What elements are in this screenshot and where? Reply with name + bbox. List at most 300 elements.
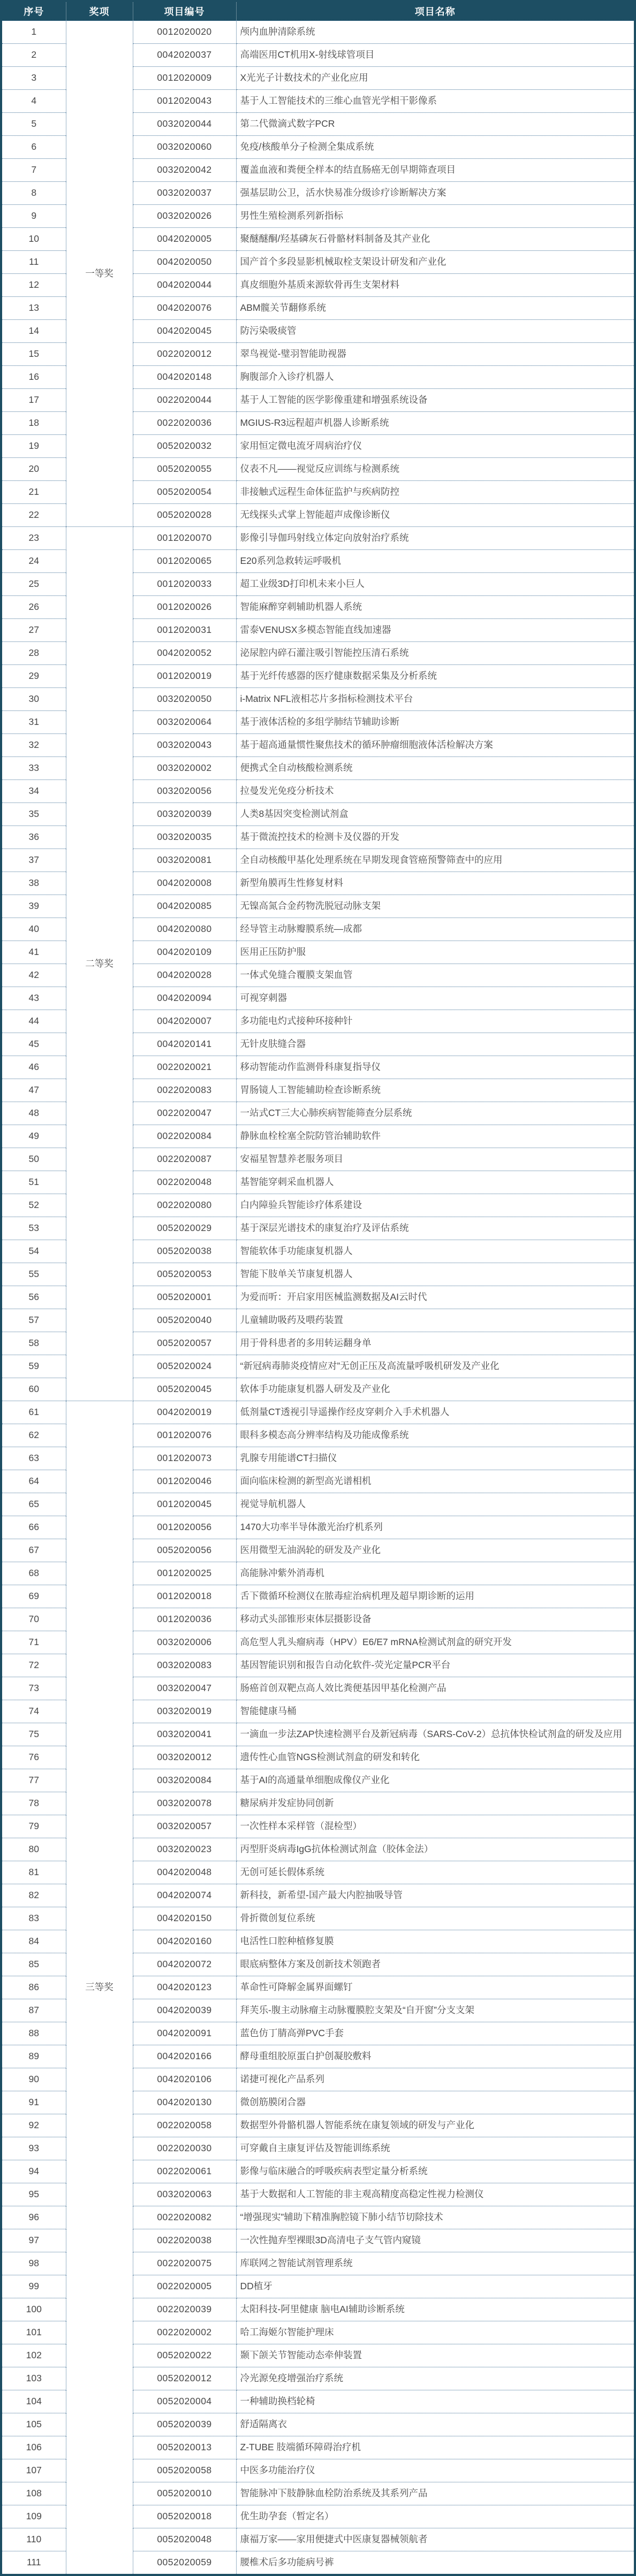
serial-cell: 51 xyxy=(1,1171,66,1194)
project-code-cell: 0022020087 xyxy=(133,1148,236,1171)
project-name-cell: 真皮细胞外基质来源软骨再生支架材料 xyxy=(236,274,635,297)
project-code-cell: 0042020045 xyxy=(133,320,236,343)
project-name-cell: 聚醚醚酮/羟基磷灰石骨骼材料制备及其产业化 xyxy=(236,228,635,251)
project-name-cell: 胃肠镜人工智能辅助检查诊断系统 xyxy=(236,1079,635,1102)
serial-cell: 37 xyxy=(1,849,66,872)
serial-cell: 41 xyxy=(1,941,66,964)
serial-cell: 101 xyxy=(1,2321,66,2344)
project-name-cell: 视觉导航机器人 xyxy=(236,1493,635,1516)
project-name-cell: 一次性抛弃型裸眼3D高清电子支气管内窥镜 xyxy=(236,2229,635,2252)
serial-cell: 15 xyxy=(1,343,66,366)
serial-cell: 26 xyxy=(1,596,66,619)
project-code-cell: 0022020002 xyxy=(133,2321,236,2344)
project-name-cell: 酵母重组胶原蛋白护创凝胶敷料 xyxy=(236,2045,635,2068)
project-code-cell: 0012020076 xyxy=(133,1424,236,1447)
serial-cell: 2 xyxy=(1,44,66,67)
project-name-cell: 眼科多模态高分辨率结构及功能成像系统 xyxy=(236,1424,635,1447)
project-name-cell: 影像与临床融合的呼吸疾病表型定量分析系统 xyxy=(236,2160,635,2183)
project-code-cell: 0032020083 xyxy=(133,1654,236,1677)
project-name-cell: 颞下颌关节智能动态牵伸装置 xyxy=(236,2344,635,2367)
serial-cell: 25 xyxy=(1,573,66,596)
project-code-cell: 0052020039 xyxy=(133,2413,236,2436)
project-code-cell: 0022020082 xyxy=(133,2206,236,2229)
project-name-cell: 智能脉冲下肢静脉血栓防治系统及其系列产品 xyxy=(236,2482,635,2505)
serial-cell: 14 xyxy=(1,320,66,343)
project-code-cell: 0022020021 xyxy=(133,1056,236,1079)
col-header-serial: 序号 xyxy=(1,1,66,21)
project-code-cell: 0052020018 xyxy=(133,2505,236,2528)
project-code-cell: 0032020035 xyxy=(133,826,236,849)
serial-cell: 93 xyxy=(1,2137,66,2160)
project-name-cell: 基于AI的高通量单细胞成像仪产业化 xyxy=(236,1769,635,1792)
project-code-cell: 0032020012 xyxy=(133,1746,236,1769)
serial-cell: 78 xyxy=(1,1792,66,1815)
project-name-cell: 影像引导伽玛射线立体定向放射治疗系统 xyxy=(236,527,635,550)
serial-cell: 56 xyxy=(1,1286,66,1309)
serial-cell: 63 xyxy=(1,1447,66,1470)
serial-cell: 98 xyxy=(1,2252,66,2275)
serial-cell: 1 xyxy=(1,21,66,44)
award-group-cell: 二等奖 xyxy=(66,527,133,1401)
serial-cell: 24 xyxy=(1,550,66,573)
project-code-cell: 0032020044 xyxy=(133,113,236,136)
project-name-cell: 家用恒定微电流牙周病治疗仪 xyxy=(236,435,635,458)
table-row xyxy=(1,527,635,550)
serial-cell: 105 xyxy=(1,2413,66,2436)
project-code-cell: 0032020006 xyxy=(133,1631,236,1654)
project-name-cell: 一滴血一步法ZAP快速检测平台及新冠病毒（SARS-CoV-2）总抗体快检试剂盒的研发及应用 xyxy=(236,1723,635,1746)
project-code-cell: 0032020023 xyxy=(133,1838,236,1861)
project-code-cell: 0052020022 xyxy=(133,2344,236,2367)
project-code-cell: 0032020064 xyxy=(133,711,236,734)
project-name-cell: 革命性可降解金属界面螺钉 xyxy=(236,1976,635,1999)
project-code-cell: 0042020037 xyxy=(133,44,236,67)
project-code-cell: 0032020084 xyxy=(133,1769,236,1792)
project-code-cell: 0032020037 xyxy=(133,182,236,205)
project-name-cell: 基于人工智能技术的三维心血管光学相干影像系 xyxy=(236,90,635,113)
serial-cell: 82 xyxy=(1,1884,66,1907)
serial-cell: 30 xyxy=(1,688,66,711)
project-name-cell: 一种辅助换档轮椅 xyxy=(236,2390,635,2413)
project-code-cell: 0042020160 xyxy=(133,1930,236,1953)
project-code-cell: 0042020008 xyxy=(133,872,236,895)
serial-cell: 110 xyxy=(1,2528,66,2551)
serial-cell: 69 xyxy=(1,1585,66,1608)
project-name-cell: 智能健康马桶 xyxy=(236,1700,635,1723)
project-name-cell: 一体式免缝合覆膜支架血管 xyxy=(236,964,635,987)
serial-cell: 44 xyxy=(1,1010,66,1033)
serial-cell: 66 xyxy=(1,1516,66,1539)
serial-cell: 91 xyxy=(1,2091,66,2114)
project-name-cell: 高能脉冲紫外消毒机 xyxy=(236,1562,635,1585)
project-name-cell: “增强现实”辅助下精准胸腔镜下肺小结节切除技术 xyxy=(236,2206,635,2229)
project-name-cell: ABM髋关节翻修系统 xyxy=(236,297,635,320)
serial-cell: 58 xyxy=(1,1332,66,1355)
project-code-cell: 0022020075 xyxy=(133,2252,236,2275)
serial-cell: 21 xyxy=(1,481,66,504)
project-name-cell: 可穿戴自主康复评估及智能训练系统 xyxy=(236,2137,635,2160)
project-name-cell: 软体手功能康复机器人研发及产业化 xyxy=(236,1378,635,1401)
project-code-cell: 0022020058 xyxy=(133,2114,236,2137)
serial-cell: 95 xyxy=(1,2183,66,2206)
project-name-cell: 泌尿腔内碎石灌注吸引智能控压清石系统 xyxy=(236,642,635,665)
project-name-cell: 新型角膜再生性修复材料 xyxy=(236,872,635,895)
project-code-cell: 0052020010 xyxy=(133,2482,236,2505)
project-code-cell: 0052020045 xyxy=(133,1378,236,1401)
project-name-cell: 翠鸟视觉-璧羽智能助视器 xyxy=(236,343,635,366)
project-code-cell: 0022020044 xyxy=(133,389,236,412)
serial-cell: 20 xyxy=(1,458,66,481)
project-code-cell: 0042020050 xyxy=(133,251,236,274)
serial-cell: 16 xyxy=(1,366,66,389)
serial-cell: 72 xyxy=(1,1654,66,1677)
project-code-cell: 0052020028 xyxy=(133,504,236,527)
project-name-cell: 一站式CT三大心肺疾病智能筛查分层系统 xyxy=(236,1102,635,1125)
project-code-cell: 0012020046 xyxy=(133,1470,236,1493)
project-name-cell: 用于骨科患者的多用转运翻身单 xyxy=(236,1332,635,1355)
project-name-cell: 蓝色仿丁腈高弹PVC手套 xyxy=(236,2022,635,2045)
project-code-cell: 0012020036 xyxy=(133,1608,236,1631)
project-code-cell: 0022020080 xyxy=(133,1194,236,1217)
project-code-cell: 0042020028 xyxy=(133,964,236,987)
project-name-cell: i-Matrix NFL液相芯片多指标检测技术平台 xyxy=(236,688,635,711)
project-name-cell: 胸腹部介入诊疗机器人 xyxy=(236,366,635,389)
serial-cell: 52 xyxy=(1,1194,66,1217)
project-code-cell: 0022020084 xyxy=(133,1125,236,1148)
project-name-cell: 儿童辅助吸药及喂药装置 xyxy=(236,1309,635,1332)
serial-cell: 42 xyxy=(1,964,66,987)
project-name-cell: 免疫/核酸单分子检测全集成系统 xyxy=(236,136,635,159)
project-code-cell: 0052020024 xyxy=(133,1355,236,1378)
project-name-cell: 第二代微滴式数字PCR xyxy=(236,113,635,136)
serial-cell: 88 xyxy=(1,2022,66,2045)
project-code-cell: 0042020052 xyxy=(133,642,236,665)
project-name-cell: MGIUS-R3远程超声机器人诊断系统 xyxy=(236,412,635,435)
serial-cell: 73 xyxy=(1,1677,66,1700)
project-name-cell: “新冠病毒肺炎疫情应对”无创正压及高流量呼吸机研发及产业化 xyxy=(236,1355,635,1378)
project-name-cell: 高危型人乳头瘤病毒（HPV）E6/E7 mRNA检测试剂盒的研究开发 xyxy=(236,1631,635,1654)
project-name-cell: 1470大功率半导体激光治疗机系列 xyxy=(236,1516,635,1539)
serial-cell: 7 xyxy=(1,159,66,182)
serial-cell: 33 xyxy=(1,757,66,780)
project-code-cell: 0052020055 xyxy=(133,458,236,481)
project-name-cell: 覆盖血液和粪便全样本的结直肠癌无创早期筛查项目 xyxy=(236,159,635,182)
project-name-cell: 基于超高通量惯性聚焦技术的循环肿瘤细胞液体活检解决方案 xyxy=(236,734,635,757)
project-name-cell: 国产首个多段显影机械取栓支架设计研发和产业化 xyxy=(236,251,635,274)
project-code-cell: 0012020025 xyxy=(133,1562,236,1585)
project-code-cell: 0052020040 xyxy=(133,1309,236,1332)
project-code-cell: 0052020001 xyxy=(133,1286,236,1309)
serial-cell: 99 xyxy=(1,2275,66,2298)
project-code-cell: 0012020031 xyxy=(133,619,236,642)
project-code-cell: 0012020019 xyxy=(133,665,236,688)
award-group-cell: 一等奖 xyxy=(66,21,133,527)
project-name-cell: 颅内血肿清除系统 xyxy=(236,21,635,44)
serial-cell: 34 xyxy=(1,780,66,803)
project-code-cell: 0032020019 xyxy=(133,1700,236,1723)
col-header-award: 奖项 xyxy=(66,1,133,21)
project-name-cell: 非接触式远程生命体征监护与疾病防控 xyxy=(236,481,635,504)
project-code-cell: 0042020076 xyxy=(133,297,236,320)
serial-cell: 97 xyxy=(1,2229,66,2252)
project-name-cell: 康福万家——家用便捷式中医康复器械领航者 xyxy=(236,2528,635,2551)
header-row xyxy=(1,1,635,21)
serial-cell: 43 xyxy=(1,987,66,1010)
project-name-cell: 基于深层光谱技术的康复治疗及评估系统 xyxy=(236,1217,635,1240)
serial-cell: 39 xyxy=(1,895,66,918)
project-code-cell: 0032020056 xyxy=(133,780,236,803)
serial-cell: 47 xyxy=(1,1079,66,1102)
serial-cell: 75 xyxy=(1,1723,66,1746)
serial-cell: 46 xyxy=(1,1056,66,1079)
project-code-cell: 0032020063 xyxy=(133,2183,236,2206)
project-code-cell: 0042020123 xyxy=(133,1976,236,1999)
serial-cell: 62 xyxy=(1,1424,66,1447)
project-name-cell: 移动智能动作监测骨科康复指导仪 xyxy=(236,1056,635,1079)
project-name-cell: 医用微型无油涡轮的研发及产业化 xyxy=(236,1539,635,1562)
project-name-cell: 舌下微循环检测仪在脓毒症治病机理及超早期诊断的运用 xyxy=(236,1585,635,1608)
project-name-cell: 人类8基因突变检测试剂盒 xyxy=(236,803,635,826)
project-name-cell: 诺捷可视化产品系列 xyxy=(236,2068,635,2091)
serial-cell: 59 xyxy=(1,1355,66,1378)
project-code-cell: 0032020081 xyxy=(133,849,236,872)
serial-cell: 60 xyxy=(1,1378,66,1401)
serial-cell: 23 xyxy=(1,527,66,550)
project-name-cell: 智能下肢单关节康复机器人 xyxy=(236,1263,635,1286)
project-name-cell: 优生助孕套（暂定名） xyxy=(236,2505,635,2528)
col-header-project-name: 项目名称 xyxy=(236,1,635,21)
project-name-cell: 基于光纤传感器的医疗健康数据采集及分析系统 xyxy=(236,665,635,688)
project-code-cell: 0052020059 xyxy=(133,2551,236,2575)
project-code-cell: 0042020019 xyxy=(133,1401,236,1424)
project-code-cell: 0012020033 xyxy=(133,573,236,596)
project-code-cell: 0022020012 xyxy=(133,343,236,366)
serial-cell: 64 xyxy=(1,1470,66,1493)
project-name-cell: 白内障验兵智能诊疗体系建设 xyxy=(236,1194,635,1217)
project-name-cell: 中医多功能治疗仪 xyxy=(236,2459,635,2482)
project-name-cell: 库联网之智能试剂管理系统 xyxy=(236,2252,635,2275)
project-name-cell: 一次性样本采样管（混检型） xyxy=(236,1815,635,1838)
serial-cell: 35 xyxy=(1,803,66,826)
serial-cell: 107 xyxy=(1,2459,66,2482)
project-name-cell: 智能麻醉穿刺辅助机器人系统 xyxy=(236,596,635,619)
project-code-cell: 0052020048 xyxy=(133,2528,236,2551)
project-code-cell: 0012020045 xyxy=(133,1493,236,1516)
project-name-cell: 基于大数据和人工智能的非主观高精度高稳定性视力检测仪 xyxy=(236,2183,635,2206)
project-code-cell: 0042020048 xyxy=(133,1861,236,1884)
project-name-cell: 雷泰VENUSX多模态智能直线加速器 xyxy=(236,619,635,642)
serial-cell: 90 xyxy=(1,2068,66,2091)
project-name-cell: 无线探头式掌上智能超声成像诊断仪 xyxy=(236,504,635,527)
serial-cell: 38 xyxy=(1,872,66,895)
project-name-cell: 电活性口腔种植修复膜 xyxy=(236,1930,635,1953)
serial-cell: 84 xyxy=(1,1930,66,1953)
project-code-cell: 0052020038 xyxy=(133,1240,236,1263)
serial-cell: 12 xyxy=(1,274,66,297)
project-code-cell: 0052020054 xyxy=(133,481,236,504)
project-name-cell: 安福星智慧养老服务项目 xyxy=(236,1148,635,1171)
serial-cell: 103 xyxy=(1,2367,66,2390)
project-name-cell: 仪表不凡——视觉反应训练与检测系统 xyxy=(236,458,635,481)
project-code-cell: 0052020056 xyxy=(133,1539,236,1562)
project-code-cell: 0012020018 xyxy=(133,1585,236,1608)
project-code-cell: 0052020053 xyxy=(133,1263,236,1286)
serial-cell: 18 xyxy=(1,412,66,435)
serial-cell: 87 xyxy=(1,1999,66,2022)
project-name-cell: 遗传性心血管NGS检测试剂盒的研发和转化 xyxy=(236,1746,635,1769)
project-name-cell: 糖尿病并发症协同创新 xyxy=(236,1792,635,1815)
project-name-cell: 基智能穿刺采血机器人 xyxy=(236,1171,635,1194)
project-code-cell: 0012020026 xyxy=(133,596,236,619)
project-code-cell: 0022020061 xyxy=(133,2160,236,2183)
project-name-cell: 新科技，新希望-国产最大内腔抽吸导管 xyxy=(236,1884,635,1907)
project-name-cell: 为爱而听：开启家用医械监测数据及AI云时代 xyxy=(236,1286,635,1309)
project-name-cell: 基于液体活检的多组学肺结节辅助诊断 xyxy=(236,711,635,734)
serial-cell: 4 xyxy=(1,90,66,113)
serial-cell: 67 xyxy=(1,1539,66,1562)
serial-cell: 45 xyxy=(1,1033,66,1056)
project-code-cell: 0042020085 xyxy=(133,895,236,918)
project-code-cell: 0042020130 xyxy=(133,2091,236,2114)
serial-cell: 48 xyxy=(1,1102,66,1125)
serial-cell: 89 xyxy=(1,2045,66,2068)
serial-cell: 5 xyxy=(1,113,66,136)
project-name-cell: 哈工海姬尔智能护理床 xyxy=(236,2321,635,2344)
serial-cell: 76 xyxy=(1,1746,66,1769)
serial-cell: 65 xyxy=(1,1493,66,1516)
project-code-cell: 0032020039 xyxy=(133,803,236,826)
project-code-cell: 0012020009 xyxy=(133,67,236,90)
table-row xyxy=(1,1401,635,1424)
project-code-cell: 0042020007 xyxy=(133,1010,236,1033)
project-code-cell: 0032020078 xyxy=(133,1792,236,1815)
serial-cell: 100 xyxy=(1,2298,66,2321)
project-name-cell: 可视穿刺器 xyxy=(236,987,635,1010)
project-name-cell: 强基层助公卫，活水快易准分级诊疗诊断解决方案 xyxy=(236,182,635,205)
serial-cell: 29 xyxy=(1,665,66,688)
project-code-cell: 0042020166 xyxy=(133,2045,236,2068)
project-name-cell: 无镍高氮合金药物洗脱冠动脉支架 xyxy=(236,895,635,918)
project-code-cell: 0042020005 xyxy=(133,228,236,251)
serial-cell: 55 xyxy=(1,1263,66,1286)
project-code-cell: 0012020043 xyxy=(133,90,236,113)
serial-cell: 74 xyxy=(1,1700,66,1723)
project-name-cell: 面向临床检测的新型高光谱相机 xyxy=(236,1470,635,1493)
project-code-cell: 0022020048 xyxy=(133,1171,236,1194)
project-code-cell: 0042020150 xyxy=(133,1907,236,1930)
serial-cell: 83 xyxy=(1,1907,66,1930)
serial-cell: 109 xyxy=(1,2505,66,2528)
project-code-cell: 0022020030 xyxy=(133,2137,236,2160)
project-code-cell: 0042020106 xyxy=(133,2068,236,2091)
project-code-cell: 0042020080 xyxy=(133,918,236,941)
serial-cell: 53 xyxy=(1,1217,66,1240)
project-code-cell: 0022020036 xyxy=(133,412,236,435)
serial-cell: 94 xyxy=(1,2160,66,2183)
serial-cell: 28 xyxy=(1,642,66,665)
project-code-cell: 0032020057 xyxy=(133,1815,236,1838)
project-name-cell: 基于人工智能的医学影像重建和增强系统设备 xyxy=(236,389,635,412)
project-name-cell: DD植牙 xyxy=(236,2275,635,2298)
project-code-cell: 0012020056 xyxy=(133,1516,236,1539)
serial-cell: 50 xyxy=(1,1148,66,1171)
serial-cell: 61 xyxy=(1,1401,66,1424)
project-code-cell: 0022020047 xyxy=(133,1102,236,1125)
project-name-cell: X光光子计数技术的产业化应用 xyxy=(236,67,635,90)
serial-cell: 106 xyxy=(1,2436,66,2459)
serial-cell: 86 xyxy=(1,1976,66,1999)
project-code-cell: 0032020002 xyxy=(133,757,236,780)
project-name-cell: 数据型外骨骼机器人智能系统在康复领域的研发与产业化 xyxy=(236,2114,635,2137)
project-name-cell: 医用正压防护服 xyxy=(236,941,635,964)
project-name-cell: 全自动核酸甲基化处理系统在早期发现食管癌预警筛查中的应用 xyxy=(236,849,635,872)
project-name-cell: 舒适隔离衣 xyxy=(236,2413,635,2436)
project-name-cell: 太阳科技-阿里健康 脑电AI辅助诊断系统 xyxy=(236,2298,635,2321)
project-code-cell: 0052020029 xyxy=(133,1217,236,1240)
project-code-cell: 0042020039 xyxy=(133,1999,236,2022)
project-name-cell: 基因智能识别和报告自动化软件-荧光定量PCR平台 xyxy=(236,1654,635,1677)
project-name-cell: 经导管主动脉瓣膜系统—成都 xyxy=(236,918,635,941)
serial-cell: 31 xyxy=(1,711,66,734)
serial-cell: 104 xyxy=(1,2390,66,2413)
project-code-cell: 0052020004 xyxy=(133,2390,236,2413)
serial-cell: 57 xyxy=(1,1309,66,1332)
project-code-cell: 0042020148 xyxy=(133,366,236,389)
serial-cell: 3 xyxy=(1,67,66,90)
serial-cell: 13 xyxy=(1,297,66,320)
project-name-cell: 便携式全自动核酸检测系统 xyxy=(236,757,635,780)
serial-cell: 9 xyxy=(1,205,66,228)
serial-cell: 19 xyxy=(1,435,66,458)
project-code-cell: 0012020070 xyxy=(133,527,236,550)
project-name-cell: 乳腺专用能谱CT扫描仪 xyxy=(236,1447,635,1470)
project-code-cell: 0032020047 xyxy=(133,1677,236,1700)
serial-cell: 36 xyxy=(1,826,66,849)
project-name-cell: 男性生殖检测系列新指标 xyxy=(236,205,635,228)
serial-cell: 80 xyxy=(1,1838,66,1861)
project-name-cell: 腰椎术后多功能病号裤 xyxy=(236,2551,635,2575)
serial-cell: 54 xyxy=(1,1240,66,1263)
project-name-cell: 无针皮肤缝合器 xyxy=(236,1033,635,1056)
project-name-cell: 骨折微创复位系统 xyxy=(236,1907,635,1930)
serial-cell: 70 xyxy=(1,1608,66,1631)
project-name-cell: 超工业级3D打印机未来小巨人 xyxy=(236,573,635,596)
col-header-project-code: 项目编号 xyxy=(133,1,236,21)
project-code-cell: 0022020005 xyxy=(133,2275,236,2298)
serial-cell: 68 xyxy=(1,1562,66,1585)
project-code-cell: 0052020057 xyxy=(133,1332,236,1355)
table-row xyxy=(1,21,635,44)
project-code-cell: 0022020083 xyxy=(133,1079,236,1102)
project-code-cell: 0012020065 xyxy=(133,550,236,573)
project-name-cell: 拜芙乐-腹主动脉瘤主动脉覆膜腔支架及“自开窗”分支支架 xyxy=(236,1999,635,2022)
project-name-cell: 冷光源免疫增强治疗系统 xyxy=(236,2367,635,2390)
project-name-cell: 静脉血栓栓塞全院防管治辅助软件 xyxy=(236,1125,635,1148)
serial-cell: 92 xyxy=(1,2114,66,2137)
serial-cell: 77 xyxy=(1,1769,66,1792)
serial-cell: 11 xyxy=(1,251,66,274)
project-name-cell: 微创筋膜闭合器 xyxy=(236,2091,635,2114)
project-code-cell: 0032020042 xyxy=(133,159,236,182)
project-name-cell: 丙型肝炎病毒IgG抗体检测试剂盒（胶体金法） xyxy=(236,1838,635,1861)
project-code-cell: 0042020141 xyxy=(133,1033,236,1056)
serial-cell: 108 xyxy=(1,2482,66,2505)
project-name-cell: 智能软体手功能康复机器人 xyxy=(236,1240,635,1263)
serial-cell: 79 xyxy=(1,1815,66,1838)
serial-cell: 8 xyxy=(1,182,66,205)
project-code-cell: 0032020060 xyxy=(133,136,236,159)
serial-cell: 111 xyxy=(1,2551,66,2575)
